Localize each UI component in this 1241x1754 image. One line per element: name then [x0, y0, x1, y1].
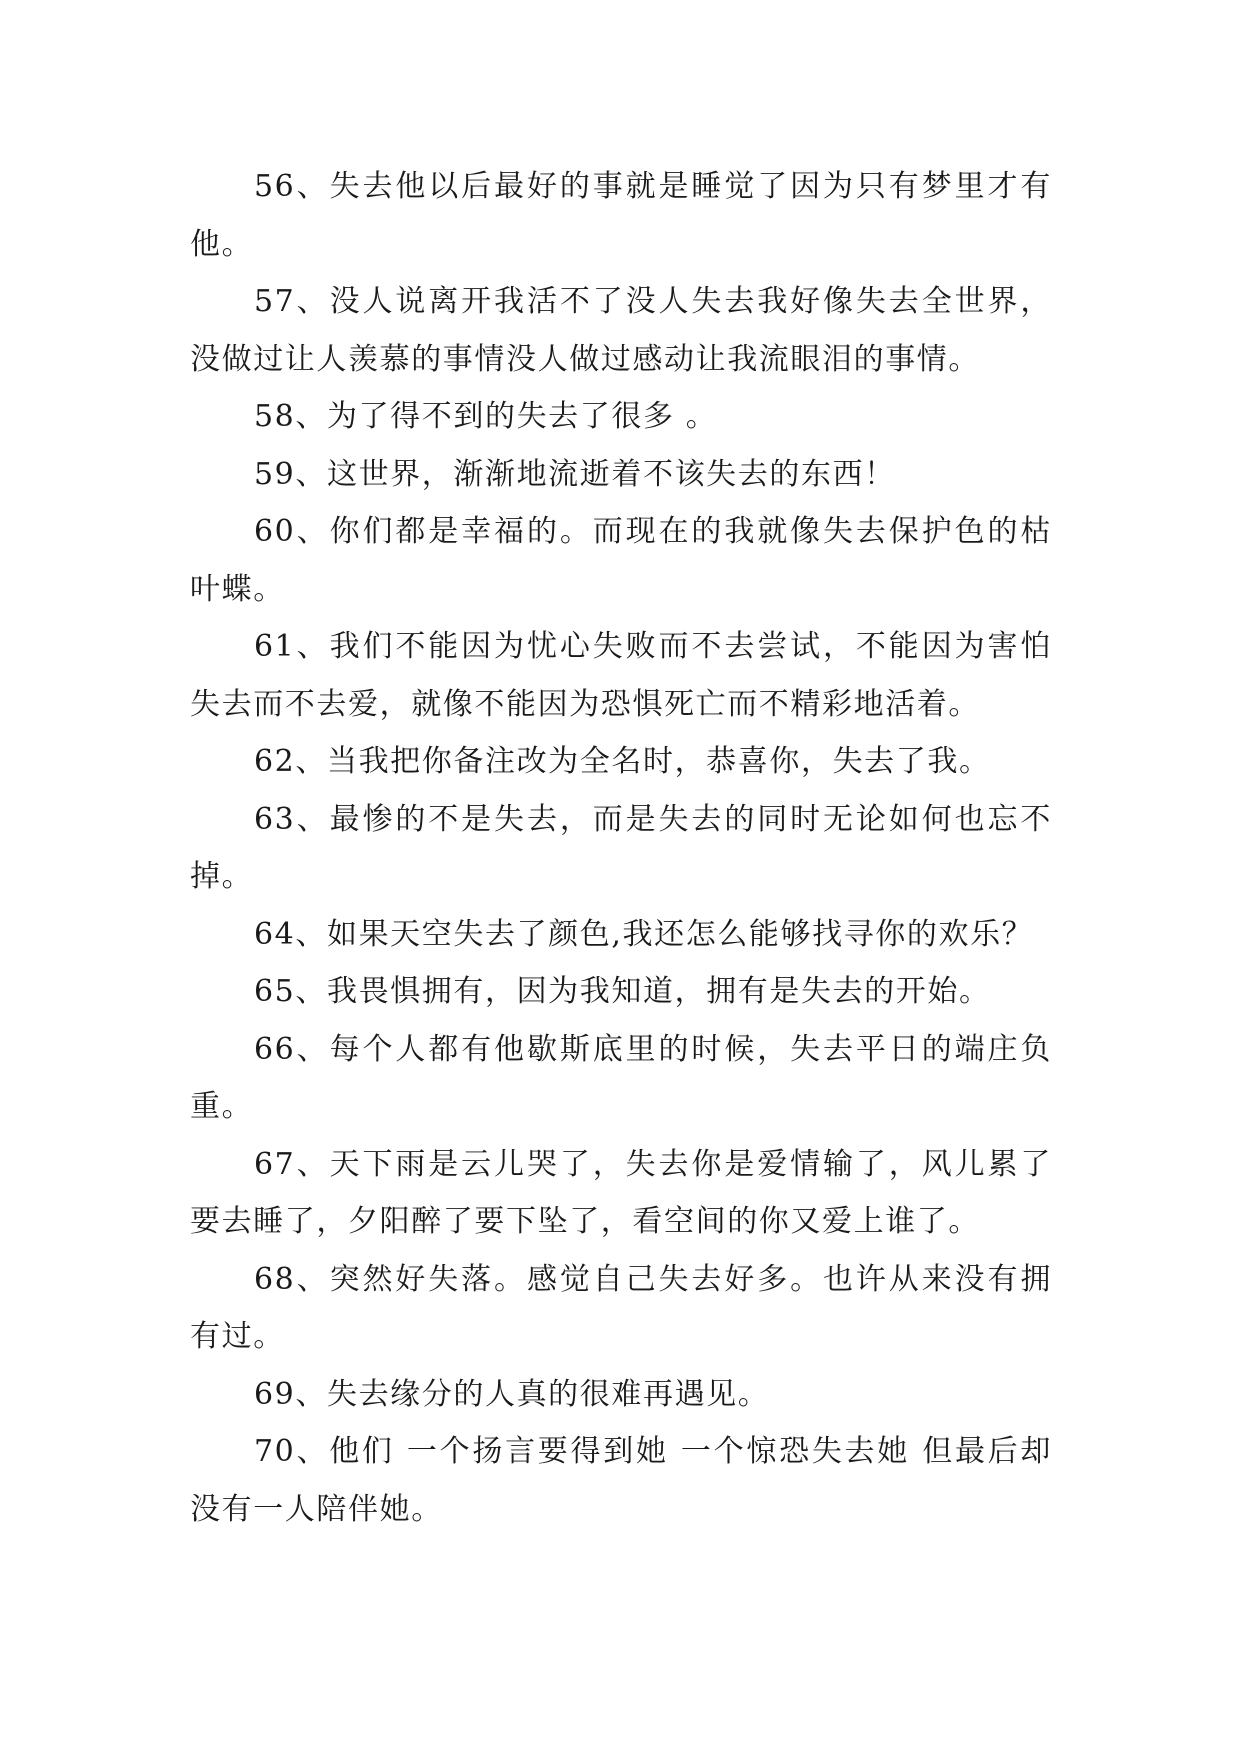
paragraph-64: 64、如果天空失去了颜色,我还怎么能够找寻你的欢乐？ [254, 916, 1034, 952]
paragraph-62: 62、当我把你备注改为全名时，恭喜你，失去了我。 [254, 744, 991, 779]
paragraph-65: 65、我畏惧拥有，因为我知道，拥有是失去的开始。 [254, 974, 991, 1009]
document-body [190, 158, 1052, 1538]
paragraph-70: 70、他们 一个扬言要得到她 一个惊恐失去她 但最后却没有一人陪伴她。 [190, 1434, 1052, 1527]
paragraph-56: 56、失去他以后最好的事就是睡觉了因为只有梦里才有他。 [190, 169, 1052, 262]
paragraph-61: 61、我们不能因为忧心失败而不去尝试，不能因为害怕失去而不去爱，就像不能因为恐惧死亡而不精彩地活着。 [190, 629, 1052, 722]
paragraph-60: 60、你们都是幸福的。而现在的我就像失去保护色的枯叶蝶。 [190, 514, 1052, 607]
paragraph-58: 58、为了得不到的失去了很多 。 [254, 399, 718, 434]
paragraph-67: 67、天下雨是云儿哭了，失去你是爱情输了，风儿累了要去睡了，夕阳醉了要下坠了，看空间的你又爱上谁了。 [190, 1146, 1052, 1239]
paragraph-69: 69、失去缘分的人真的很难再遇见。 [254, 1376, 770, 1412]
paragraph-57: 57、没人说离开我活不了没人失去我好像失去全世界，没做过让人羡慕的事情没人做过感动让我流眼泪的事情。 [190, 284, 1052, 377]
paragraph-59: 59、这世界，渐渐地流逝着不该失去的东西！ [254, 456, 896, 492]
paragraph-63: 63、最惨的不是失去，而是失去的同时无论如何也忘不掉。 [190, 801, 1052, 894]
paragraph-66: 66、每个人都有他歇斯底里的时候，失去平日的端庄负重。 [190, 1031, 1052, 1124]
paragraph-68: 68、突然好失落。感觉自己失去好多。也许从来没有拥有过。 [190, 1261, 1052, 1354]
